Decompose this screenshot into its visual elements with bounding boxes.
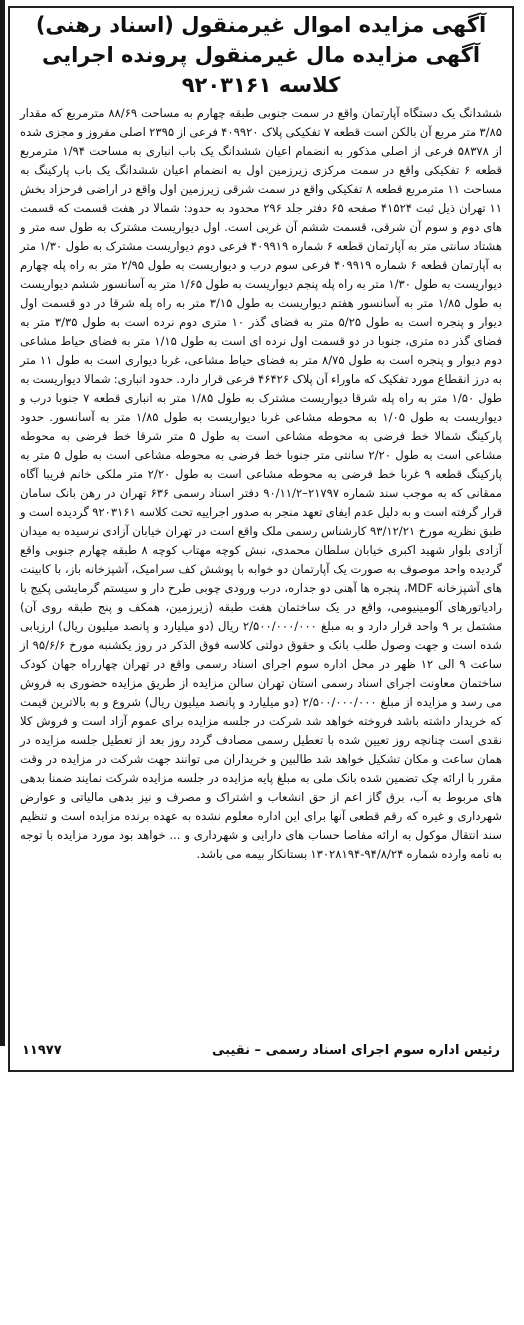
signature: رئیس اداره سوم اجرای اسناد رسمی – نقیبی: [212, 1042, 500, 1058]
title-line-3: کلاسه ۹۲۰۳۱۶۱: [181, 73, 341, 97]
left-border-bar: [0, 0, 5, 1046]
auction-notice: [8, 6, 514, 1072]
notice-footer: [22, 1040, 500, 1060]
title-line-1: آگهی مزایده اموال غیرمنقول (اسناد رهنی): [35, 13, 487, 37]
title-line-2: آگهی مزایده مال غیرمنقول پرونده اجرایی: [41, 43, 481, 67]
notice-body: ششدانگ یک دستگاه آپارتمان واقع در سمت جنوبی طبقه چهارم به مساحت ۸۸/۶۹ مترمربع که مقدار ۳/۸۵ متر مربع آن بالکن است قطعه ۷ تفکیکی پلاک ۴۰۹۹۲۰ فرعی از ۲۳۹۵ اصلی مفروز و مجزی شده از ۵۸۳۷۸ فرعی از اصلی مذکور به انضمام اعیان ششدانگ یک باب انباری به مساحت ۱/۹۴ مترمربع قطعه ۶ تفکیکی واقع در سمت مرکزی زیرزمین اول به انضمام اعیان ششدانگ یک باب پارکینگ به مساحت ۱۱ مترمربع قطعه ۸ تفکیکی واقع در سمت شرقی زیرزمین اول واقع در اراضی فرحزاد بخش ۱۱ تهران ذیل ثبت ۴۱۵۲۴ صفحه ۶۵ دفتر جلد ۲۹۶ محدود به حدود: شمالا در هفت قسمت که قسمت های دوم و سوم آن شرقی، قسمت ششم آن غربی است. اول دیواریست مشترک به طول سه متر و هشتاد سانتی متر به آپارتمان قطعه ۶ شماره ۴۰۹۹۱۹ فرعی دوم دیواریست مشترک به طول ۱/۳۰ متر به آپارتمان قطعه ۶ شماره ۴۰۹۹۱۹ فرعی سوم درب و دیواریست به طول ۲/۹۵ متر به راه پله چهارم دیواریست به طول ۱/۳۰ متر به راه پله پنجم دیواریست به طول ۱/۶۵ متر به آسانسور ششم دیواریست به طول ۱/۸۵ متر به آسانسور هفتم دیواریست به طول ۳/۱۵ متر به راه پله شرقا در دو قسمت اول دیوار و پنجره است به طول ۵/۲۵ متر به فضای گذر ۱۰ متری دوم نرده است به طول ۳/۳۵ متر به فضای گذر ده متری، جنوبا در دو قسمت اول نرده ای است به طول ۱/۱۵ متر به فضای حیاط مشاعی دوم دیوار و پنجره است به طول ۸/۷۵ متر به فضای حیاط مشاعی، غربا دیواری است به طول ۱۱ متر به درز انقطاع مورد تفکیک که ماوراء آن پلاک ۴۶۴۲۶ فرعی قرار دارد. حدود انباری: شمالا دیواریست به طول ۱/۵۰ متر به راه پله شرقا دیواریست مشترک به طول ۱/۸۵ متر به انباری قطعه ۷ جنوبا درب و دیواریست به طول ۱/۰۵ به محوطه مشاعی غربا دیواریست به طول ۱/۸۵ متر به آسانسور. حدود پارکینگ شمالا خط فرضی به محوطه مشاعی است به طول ۵ متر شرقا خط فرضی به محوطه مشاعی است به طول ۲/۲۰ سانتی متر جنوبا خط فرضی به محوطه مشاعی است به طول ۵ متر به پارکینگ قطعه ۹ غربا خط فرضی به محوطه مشاعی است به طول ۲/۲۰ متر ملکی خانم فریبا آگاه ممقانی که به موجب سند شماره ۲۱۷۹۷–۹۰/۱۱/۲ دفتر اسناد رسمی ۶۳۶ تهران در رهن بانک سامان قرار گرفته است و به دلیل عدم ایفای تعهد منجر به صدور اجراییه تحت کلاسه ۹۲۰۳۱۶۱ گردیده است و طبق نظریه مورخ ۹۳/۱۲/۲۱ کارشناس رسمی ملک واقع است در تهران خیابان آزادی نرسیده به میدان آزادی بلوار شهید اکبری خیابان سلطان محمدی، نبش کوچه مهتاب کوچه ۸ طبقه چهارم جنوبی واقع گردیده واحد موصوف به صورت یک آپارتمان دو خوابه با پوشش کف سرامیک، آشپزخانه باز، با کابینت های آشپزخانه MDF، پنجره ها آهنی دو جداره، درب ورودی چوبی طرح دار و سیستم گرمایشی پکیج با رادیاتورهای آلومینیومی، واقع در یک ساختمان هفت طبقه (زیرزمین، همکف و پنج طبقه روی آن) مشتمل بر ۹ واحد قرار دارد و به مبلغ ۲/۵۰۰/۰۰۰/۰۰۰ ریال (دو میلیارد و پانصد میلیون ریال) ارزیابی شده است و جهت وصول طلب بانک و حقوق دولتی کلاسه فوق الذکر در روز یکشنبه مورخ ۹۵/۶/۶ از ساعت ۹ الی ۱۲ ظهر در محل اداره سوم اجرای اسناد رسمی واقع در تهران چهارراه جهان کودک ساختمان معاونت اجرای اسناد رسمی استان تهران سالن مزایده از طریق مزایده حضوری به فروش می رسد و مزایده از مبلغ ۲/۵۰۰/۰۰۰/۰۰۰ (دو میلیارد و پانصد میلیون ریال) شروع و به بالاترین قیمت که خریدار داشته باشد فروخته خواهد شد شرکت در جلسه مزایده برای عموم آزاد است و فروش کلا نقدی است چنانچه روز تعیین شده با تعطیل رسمی مصادف گردد روز بعد از تعطیل جلسه مزایده در همان ساعت و مکان تشکیل خواهد شد طالبین و خریداران می توانند جهت شرکت در مزایده در وقت مقرر با ارائه چک تضمین شده بانک ملی به مبلغ پایه مزایده در جلسه مزایده شرکت نمایند ضمنا بدهی های مربوط به آب، برق گاز اعم از حق انشعاب و اشتراک و مصرف و نیز بدهی مالیاتی و عوارض شهرداری و غیره که رقم قطعی آنها برای این اداره معلوم نشده به عهده برنده مزایده است و تنظیم سند انتقال موکول به ارائه مفاصا حساب های دارایی و شهرداری و ... خواهد بود مورد مزایده با توجه به نامه وارده شماره ۹۴/۸/۲۴-۱۳۰۲۸۱۹۴ بستانکار بیمه می باشد.: [20, 106, 503, 861]
notice-code: ۱۱۹۷۷: [22, 1042, 62, 1058]
